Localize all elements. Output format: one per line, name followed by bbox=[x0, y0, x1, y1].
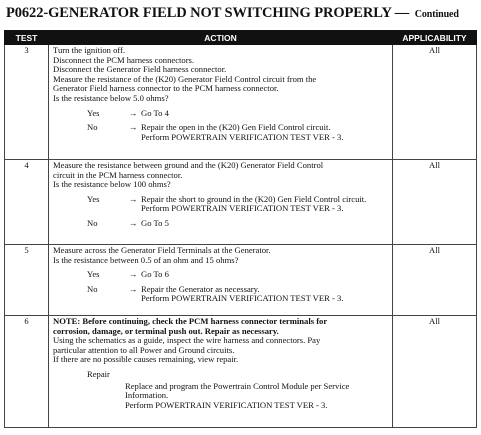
option-no bbox=[53, 285, 389, 304]
repair-line: Perform POWERTRAIN VERIFICATION TEST VER - 3. bbox=[125, 399, 328, 410]
option-key: Yes bbox=[87, 193, 100, 204]
action-cell bbox=[49, 245, 393, 316]
option-yes bbox=[53, 109, 389, 119]
action-line: Disconnect the Generator Field harness connector. bbox=[53, 64, 227, 75]
page-title bbox=[6, 5, 459, 22]
action-line: Disconnect the PCM harness connectors. bbox=[53, 54, 195, 65]
option-no bbox=[53, 123, 389, 142]
action-line: Measure across the Generator Field Terminals at the Generator. bbox=[53, 245, 271, 255]
action-line: Generator Field harness connector to the PCM harness connector. bbox=[53, 83, 279, 94]
option-text bbox=[141, 195, 389, 214]
option-line: Perform POWERTRAIN VERIFICATION TEST VER - 3. bbox=[141, 293, 344, 304]
table-header-row bbox=[5, 31, 477, 45]
table-row bbox=[5, 45, 477, 160]
option-line: Repair the short to ground in the (K20) Gen Field Control circuit. bbox=[141, 193, 367, 204]
option-line: Perform POWERTRAIN VERIFICATION TEST VER - 3. bbox=[141, 203, 344, 214]
title-main: P0622-GENERATOR FIELD NOT SWITCHING PROPERLY — bbox=[6, 5, 413, 21]
note-line: corrosion, damage, or terminal push out. Repair as necessary. bbox=[53, 325, 279, 336]
test-number: 3 bbox=[5, 45, 49, 160]
action-line: If there are no possible causes remaining, view repair. bbox=[53, 354, 239, 365]
action-line: circuit in the PCM harness connector. bbox=[53, 169, 183, 180]
action-line: Is the resistance between 0.5 of an ohm and 15 ohms? bbox=[53, 254, 239, 265]
repair-line: Replace and program the Powertrain Control Module per Service bbox=[125, 380, 350, 391]
arrow-icon: → bbox=[128, 283, 138, 294]
option-line: Go To 5 bbox=[141, 217, 169, 228]
option-line: Go To 6 bbox=[141, 269, 169, 280]
option-yes bbox=[53, 195, 389, 214]
table-row bbox=[5, 316, 477, 428]
option-text bbox=[141, 123, 389, 142]
arrow-icon: → bbox=[128, 107, 138, 118]
option-key: Yes bbox=[87, 269, 100, 280]
option-text bbox=[141, 285, 389, 304]
option-key: Yes bbox=[87, 107, 100, 118]
note-line: NOTE: Before continuing, check the PCM harness connector terminals for bbox=[53, 316, 328, 326]
header-action: ACTION bbox=[49, 31, 393, 45]
option-line: Repair the Generator as necessary. bbox=[141, 283, 260, 294]
diagnostic-table bbox=[4, 30, 477, 428]
arrow-icon: → bbox=[128, 217, 138, 228]
repair-text bbox=[125, 382, 389, 411]
arrow-icon: → bbox=[128, 269, 138, 280]
header-test: TEST bbox=[5, 31, 49, 45]
applicability-cell: All bbox=[393, 316, 477, 428]
action-line: Measure the resistance of the (K20) Generator Field Control circuit from the bbox=[53, 73, 317, 84]
table-row bbox=[5, 245, 477, 316]
action-line: particular attention to all Power and Ground circuits. bbox=[53, 344, 235, 355]
test-number: 4 bbox=[5, 160, 49, 245]
arrow-icon: → bbox=[128, 122, 138, 133]
action-line: Is the resistance below 100 ohms? bbox=[53, 179, 171, 190]
action-line: Measure the resistance between ground and the (K20) Generator Field Control bbox=[53, 160, 324, 170]
test-number: 5 bbox=[5, 245, 49, 316]
action-cell bbox=[49, 45, 393, 160]
action-line: Using the schematics as a guide, inspect the wire harness and connectors. Pay bbox=[53, 335, 321, 346]
action-cell bbox=[49, 160, 393, 245]
option-key: No bbox=[87, 217, 98, 228]
option-key: No bbox=[87, 122, 98, 133]
applicability-cell: All bbox=[393, 245, 477, 316]
option-text bbox=[141, 270, 389, 280]
header-applicability: APPLICABILITY bbox=[393, 31, 477, 45]
test-number: 6 bbox=[5, 316, 49, 428]
option-line: Go To 4 bbox=[141, 107, 169, 118]
action-line: Is the resistance below 5.0 ohms? bbox=[53, 92, 169, 103]
repair-line: Information. bbox=[125, 390, 169, 401]
table-row bbox=[5, 160, 477, 245]
action-cell bbox=[49, 316, 393, 428]
option-yes bbox=[53, 270, 389, 280]
applicability-cell: All bbox=[393, 160, 477, 245]
option-text bbox=[141, 219, 389, 229]
option-line: Perform POWERTRAIN VERIFICATION TEST VER - 3. bbox=[141, 131, 344, 142]
repair-key: Repair bbox=[87, 368, 110, 379]
title-continued: Continued bbox=[414, 9, 459, 20]
option-text bbox=[141, 109, 389, 119]
option-line: Repair the open in the (K20) Gen Field Control circuit. bbox=[141, 122, 331, 133]
arrow-icon: → bbox=[128, 193, 138, 204]
option-key: No bbox=[87, 283, 98, 294]
option-no bbox=[53, 219, 389, 229]
action-line: Turn the ignition off. bbox=[53, 45, 126, 55]
applicability-cell: All bbox=[393, 45, 477, 160]
